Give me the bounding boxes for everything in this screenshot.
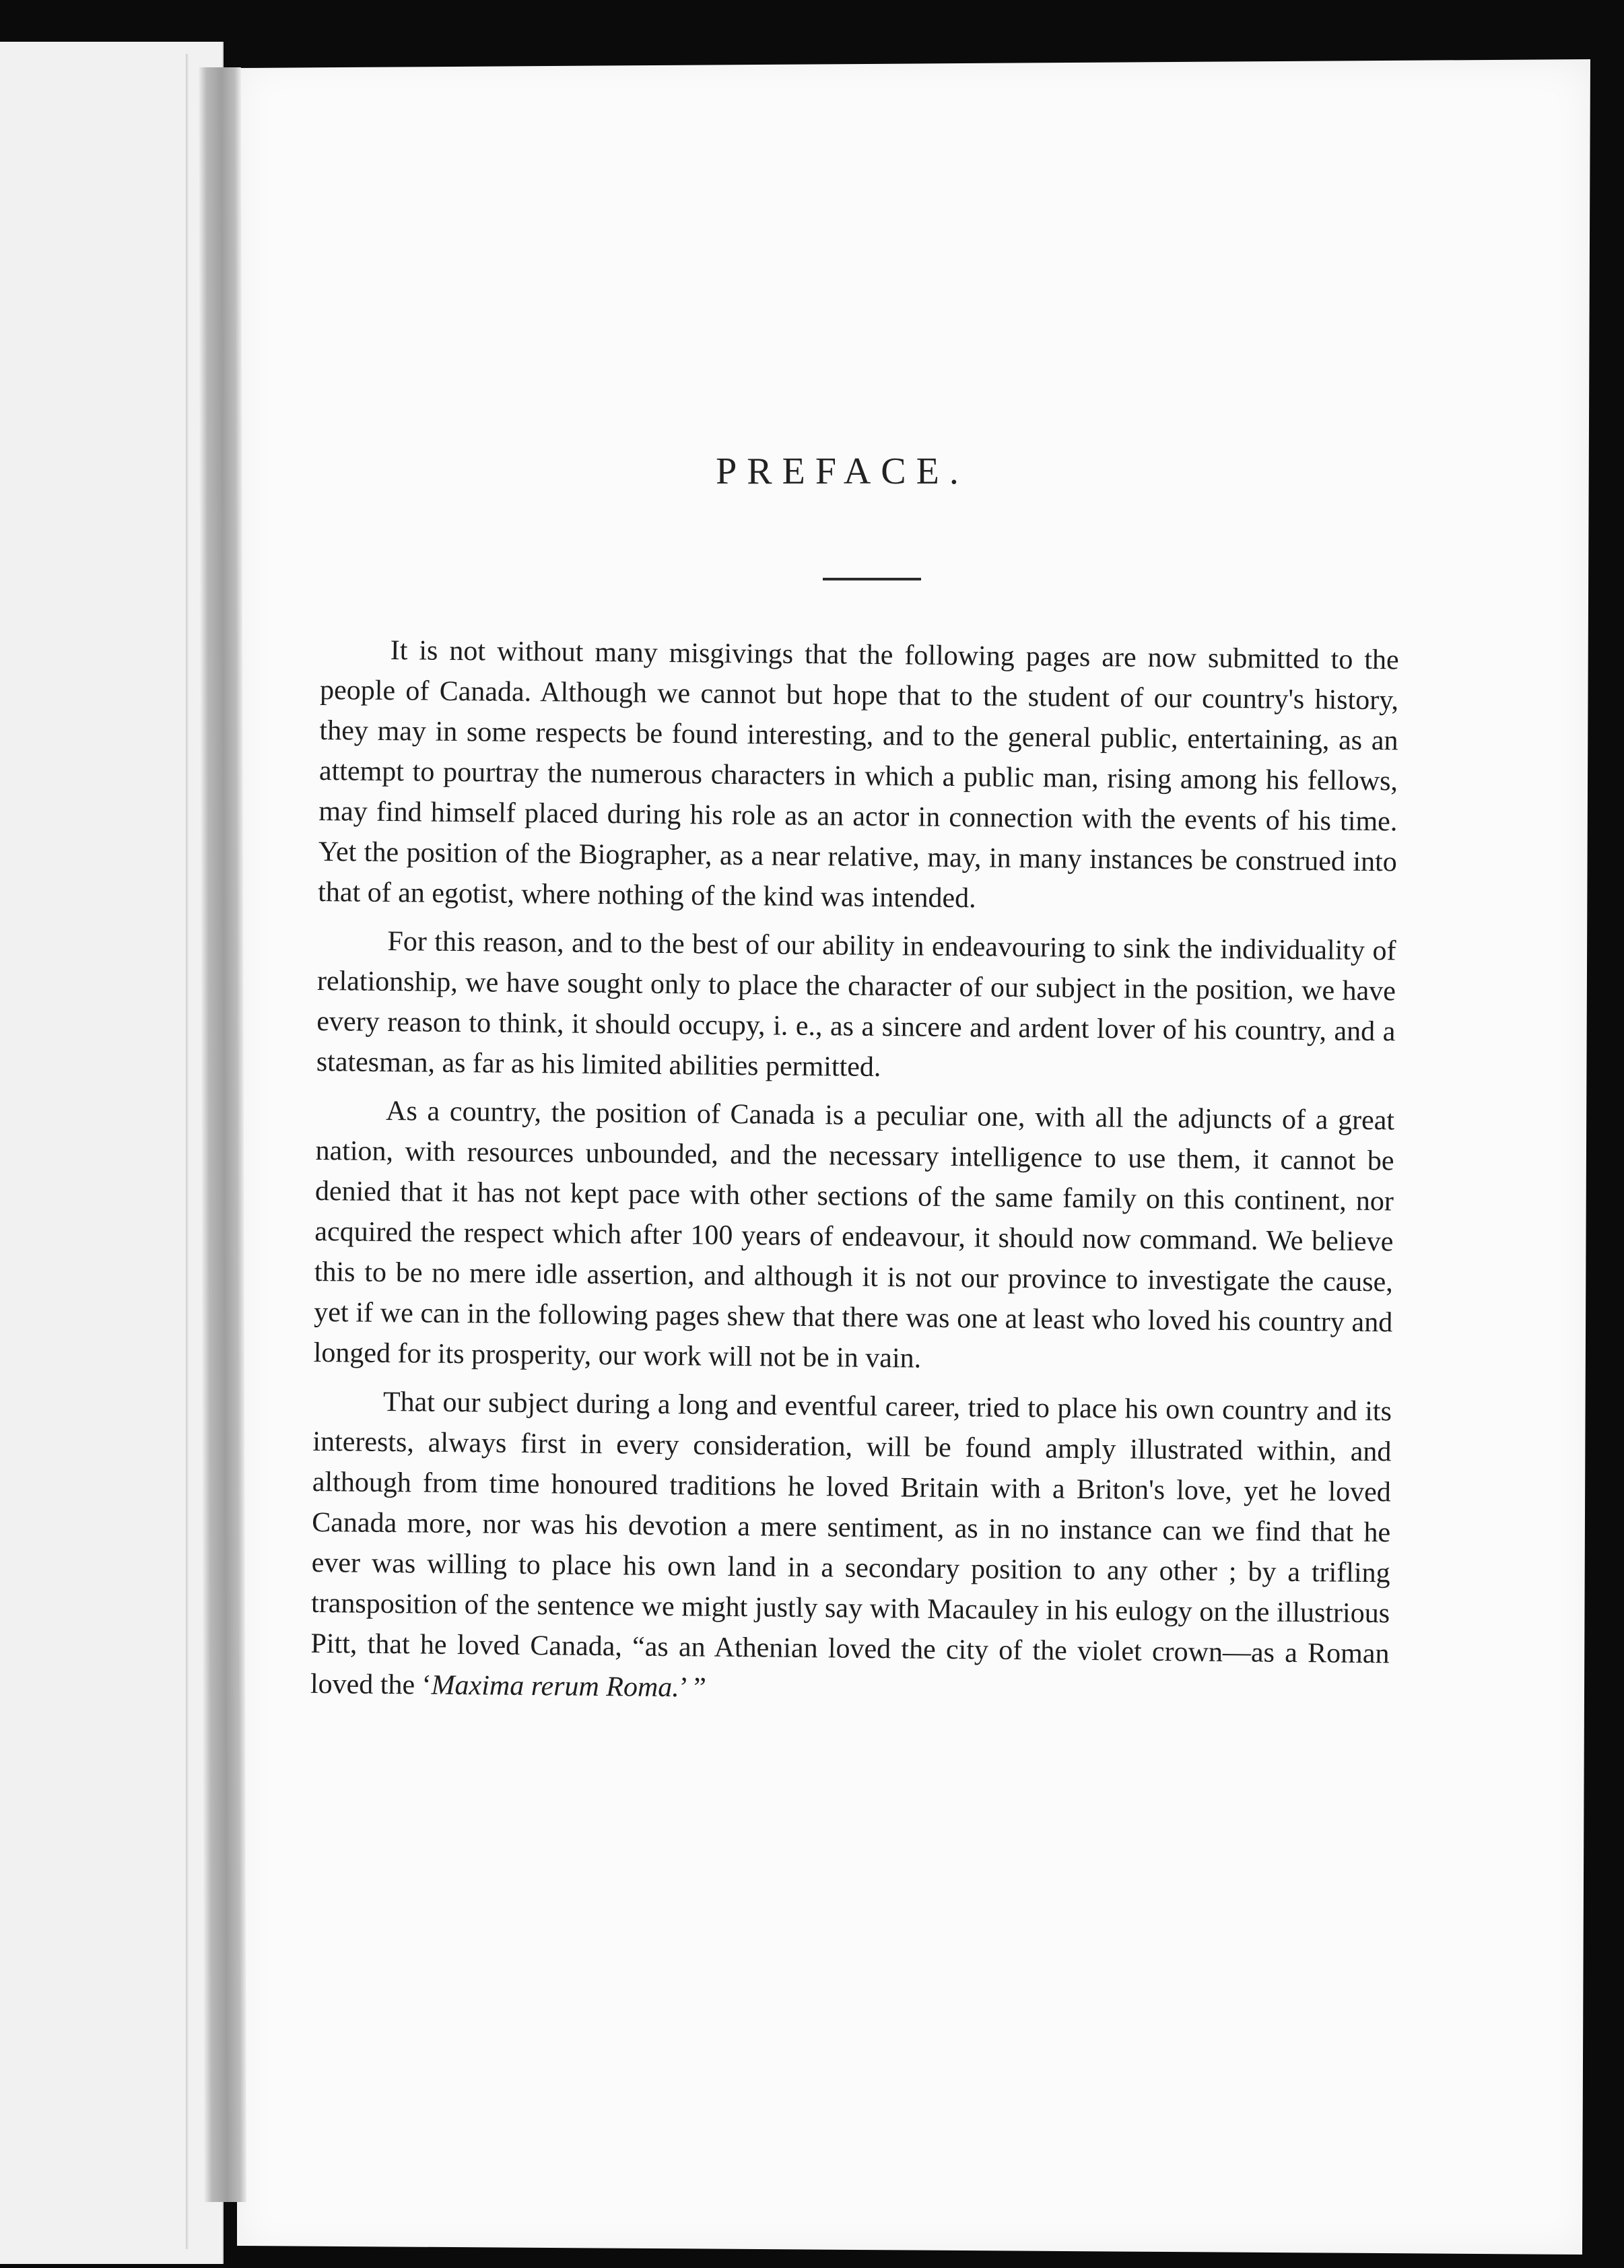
page-edge-shadow	[1586, 1502, 1624, 1973]
paragraph-4	[310, 1381, 1392, 1714]
paragraph-2: For this reason, and to the best of our ability in endeavouring to sink the individuality of relationship, we have sought only to place the character of our subject in the position, we have every reason to think, it should occupy, i. e., as a sincere and ardent lover of his country, and a statesman, as far as his limited abilities permitted.	[316, 925, 1396, 1083]
paragraph-4-text: That our subject during a long and eventful career, tried to place his own country and its interests, always first in every consideration, will be found amply illustrated within, and although from time honoured traditions he loved Britain with a Briton's love, yet he loved Canada more, nor was his devotion a mere sentiment, as in no instance can we find that he ever was willing to place his own land in a secondary position to any other ; by a trifling transposition of the sentence we might justly say with Macauley in his eulogy on the illustrious Pitt, that he loved Canada, “as an Athenian loved the city of the violet crown—as a Roman loved the ‘	[310, 1386, 1392, 1701]
binding-gutter	[198, 67, 246, 2202]
paragraph-1: It is not without many misgivings that the following pages are now submitted to the people of Canada. Although we cannot but hope that to the student of our country's history, they may in some respects be found interesting, and to the general public, entertaining, as an attempt to pourtray the numerous characters in which a public man, rising among his fellows, may find himself placed during his role as an actor in connection with the events of his time. Yet the position of the Biographer, as a near relative, may, in many instances be construed into that of an egotist, where nothing of the kind was intended.	[318, 634, 1399, 914]
latin-quote: Maxima rerum Roma.	[431, 1669, 679, 1704]
title-rule	[823, 578, 921, 580]
preface-body	[310, 630, 1399, 1723]
paragraph-3: As a country, the position of Canada is a peculiar one, with all the adjuncts of a great nation, with resources unbounded, and the necessary intelligence to use them, it cannot be denied that it has not kept pace with other sections of the same family on this continent, nor acquired the respect which after 100 years of endeavour, it should now command. We believe this to be no mere idle assertion, and although it is not our province to investigate the cause, yet if we can in the following pages shew that there was one at least who loved his country and longed for its prosperity, our work will not be in vain.	[313, 1095, 1395, 1374]
quote-close: ’ ”	[679, 1672, 707, 1704]
left-blank-leaf	[0, 42, 224, 2264]
left-leaf-edge	[186, 54, 189, 2249]
page-title: PREFACE.	[716, 451, 969, 492]
